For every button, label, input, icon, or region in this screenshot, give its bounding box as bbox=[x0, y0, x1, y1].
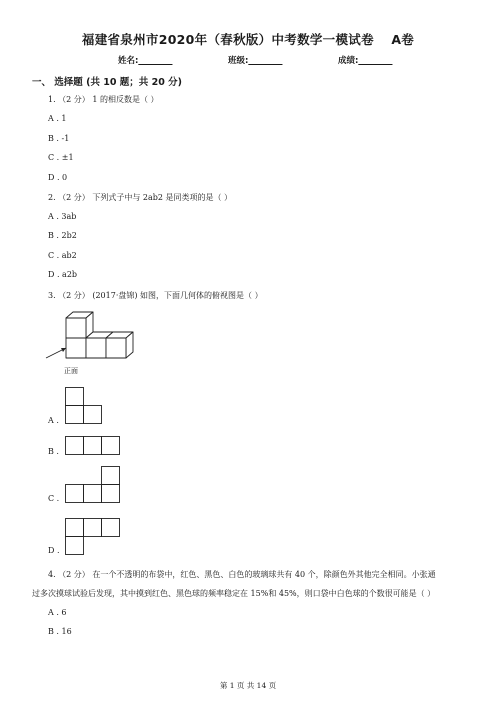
q1-option-b: B . -1 bbox=[48, 134, 70, 143]
q4-option-b: B . 16 bbox=[48, 627, 72, 636]
q3-option-a-view bbox=[65, 387, 105, 427]
class-blank: ________ bbox=[248, 56, 283, 66]
class-label: 班级: bbox=[228, 56, 249, 66]
exam-title: 福建省泉州市2020年（春秋版）中考数学一模试卷 A卷 bbox=[81, 32, 415, 47]
q2-option-d: D . a2b bbox=[48, 270, 78, 279]
q1-option-a: A . 1 bbox=[48, 114, 67, 123]
score-blank: ________ bbox=[358, 56, 393, 66]
q3-option-c-view bbox=[65, 466, 125, 506]
name-label: 姓名: bbox=[118, 56, 139, 66]
page-footer: 第 1 页 共 14 页 bbox=[219, 681, 277, 690]
front-view-label: 正面 bbox=[64, 367, 78, 375]
q2-option-a: A . 3ab bbox=[48, 212, 77, 221]
q2-option-b: B . 2b2 bbox=[48, 231, 77, 240]
name-blank: ________ bbox=[138, 56, 173, 66]
q3-option-c: C . bbox=[48, 494, 60, 503]
q3-option-d: D . bbox=[48, 546, 60, 555]
question-4-stem-line-1: 4. （2 分） 在一个不透明的布袋中，红色、黑色、白色的玻璃球共有 40 个，除颜色外其他完全相同。小张通 bbox=[48, 570, 436, 579]
q1-option-c: C . ±1 bbox=[48, 153, 74, 162]
q4-option-a: A . 6 bbox=[48, 608, 67, 617]
score-label: 成绩: bbox=[338, 56, 359, 66]
class-field bbox=[228, 54, 282, 66]
cube-solid-figure bbox=[40, 308, 140, 380]
q1-option-d: D . 0 bbox=[48, 173, 68, 182]
question-3-stem: 3. （2 分） (2017·盘锦) 如图，下面几何体的俯视图是（ ） bbox=[48, 291, 263, 300]
name-field bbox=[118, 54, 172, 66]
q3-option-b-view bbox=[65, 436, 125, 458]
q3-option-a: A . bbox=[48, 416, 59, 425]
score-field bbox=[338, 54, 392, 66]
question-2-stem: 2. （2 分） 下列式子中与 2ab2 是同类项的是（ ） bbox=[48, 193, 233, 202]
question-4-stem-line-2: 过多次摸球试验后发现，其中摸到红色、黑色球的频率稳定在 15%和 45%，则口袋中白色球的个数很可能是（ ） bbox=[32, 589, 436, 598]
q2-option-c: C . ab2 bbox=[48, 251, 77, 260]
question-1-stem: 1. （2 分） 1 的相反数是（ ） bbox=[48, 95, 159, 104]
section-heading: 一、 选择题 (共 10 题；共 20 分) bbox=[32, 77, 182, 88]
q3-option-b: B . bbox=[48, 447, 59, 456]
q3-option-d-view bbox=[65, 518, 125, 558]
